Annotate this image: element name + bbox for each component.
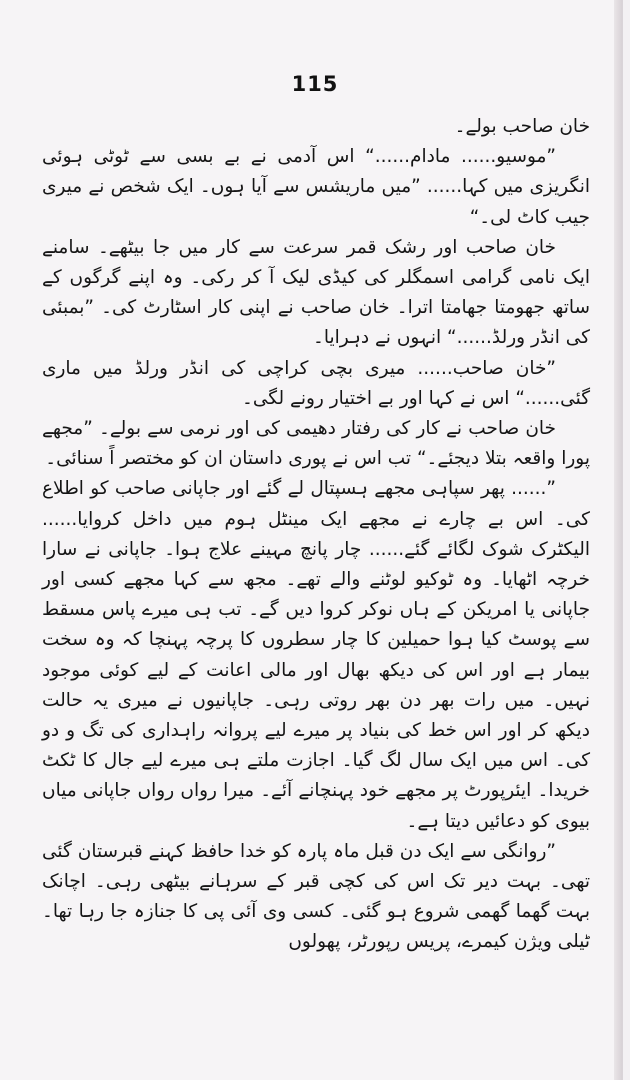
paragraph: خان صاحب اور رشک قمر سرعت سے کار میں جا بیٹھے۔ سامنے ایک نامی گرامی اسمگلر کی کیڈی لیک آ کر رکی۔ وہ اپنے گرگوں کے ساتھ جھومتا جھامتا اترا۔ خان صاحب نے اپنی کار اسٹارٹ کی۔ ”بمبئی کی انڈر ورلڈ......“ انہوں نے دہرایا۔ — [42, 236, 590, 349]
paragraph: ”موسیو...... مادام......“ اس آدمی نے بے بسی سے ٹوٹی ہوئی انگریزی میں کہا...... ”میں ماریشس سے آیا ہوں۔ ایک شخص نے میری جیب کاٹ لی۔“ — [42, 146, 590, 228]
body-text — [42, 112, 590, 958]
paragraph: ”روانگی سے ایک دن قبل ماہ پارہ کو خدا حافظ کہنے قبرستان گئی تھی۔ بہت دیر تک اس کی کچی قبر کے سرہانے بیٹھی رہی۔ اچانک بہت گھما گھمی شروع ہو گئی۔ کسی وی آئی پی کا جنازہ جا رہا تھا۔ ٹیلی ویژن کیمرے، پریس رپورٹر، پھولوں — [42, 840, 590, 953]
page-number: 115 — [291, 72, 339, 96]
paragraph: خان صاحب نے کار کی رفتار دھیمی کی اور نرمی سے بولے۔ ”مجھے پورا واقعہ بتلا دیجئے۔“ تب اس نے پوری داستان ان کو مختصر اً سنائی۔ — [42, 418, 590, 470]
paragraph: خان صاحب بولے۔ — [454, 116, 590, 137]
paragraph: ”...... پھر سپاہی مجھے ہسپتال لے گئے اور جاپانی صاحب کو اطلاع کی۔ اس بے چارے نے مجھے ایک مینٹل ہوم میں داخل کروایا...... الیکٹرک شوک لگائے گئے...... چار پانچ مہینے علاج ہوا۔ جاپانی نے سارا خرچہ اٹھایا۔ وہ ٹوکیو لوٹنے والے تھے۔ مجھ سے کہا مجھے کسی اور جاپانی یا امریکن کے ہاں نوکر کروا دیں گے۔ تب ہی میرے پاس مسقط سے پوسٹ کیا ہوا حمیلین کا چار سطروں کا پرچہ پہنچا کہ وہ سخت بیمار ہے اور اس کی دیکھ بھال اور مالی اعانت کے لیے کوئی موجود نہیں۔ میں رات بھر دن بھر روتی رہی۔ جاپانیوں نے میری یہ حالت دیکھ کر اور اس خط کی بنیاد پر میرے لیے پروانہ راہداری کی تگ و دو کی۔ اس میں ایک سال لگ گیا۔ اجازت ملتے ہی میرے لیے جال کا ٹکٹ خریدا۔ ایئرپورٹ پر مجھے خود پہنچانے آئے۔ میرا رواں رواں جاپانی میاں بیوی کو دعائیں دیتا ہے۔ — [42, 478, 590, 832]
paragraph: ”خان صاحب...... میری بچی کراچی کی انڈر ورلڈ میں ماری گئی......“ اس نے کہا اور بے اختیار رونے لگی۔ — [42, 357, 590, 409]
page-edge-shadow — [614, 0, 622, 1080]
